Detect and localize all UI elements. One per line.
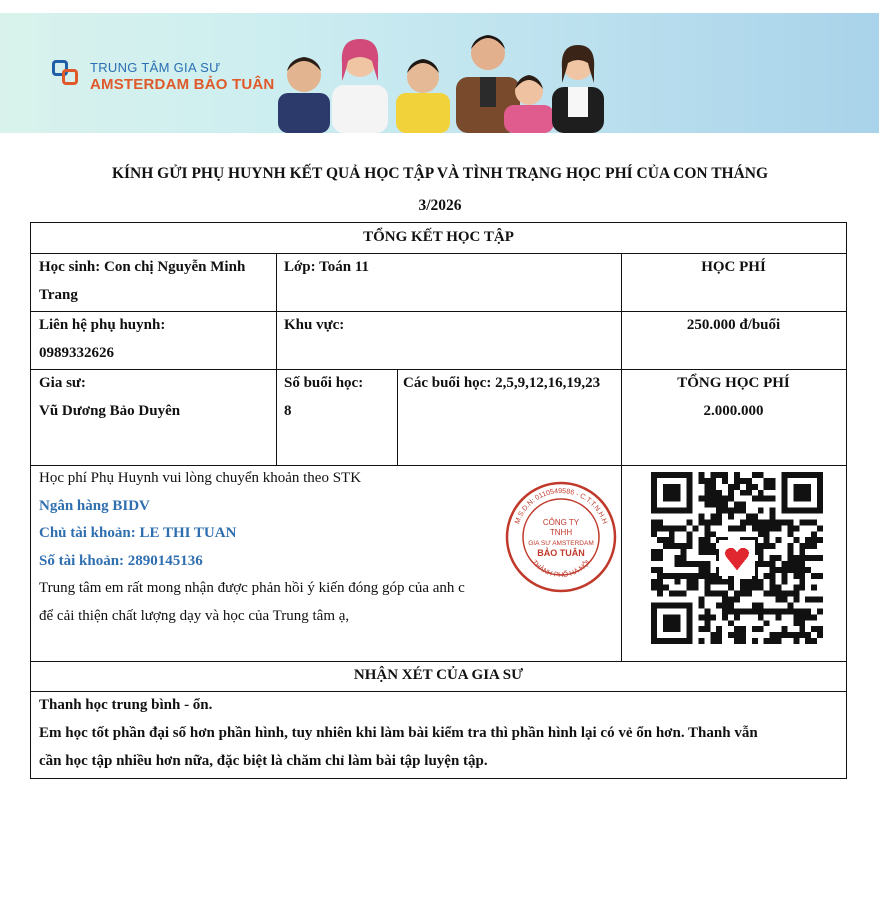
header-banner xyxy=(0,13,879,133)
total-fee-label: TỔNG HỌC PHÍ xyxy=(677,375,790,391)
stamp-inner-line1: CÔNG TY xyxy=(542,518,580,527)
stamp-inner-line2: TNHH xyxy=(549,528,573,537)
fee-per-session: 250.000 đ/buổi xyxy=(686,317,781,333)
company-stamp xyxy=(503,479,619,595)
parent-contact-cell xyxy=(39,311,271,367)
svg-text:THÀNH PHỐ HÀ NỘI xyxy=(530,559,591,579)
student-cell xyxy=(39,253,271,309)
stamp-ring-text: M.S.D.N: 0110549586 - C.T.T.N.H.H xyxy=(514,487,608,525)
fee-label: HỌC PHÍ xyxy=(701,259,766,275)
report-table xyxy=(30,222,847,779)
sessions-count: 8 xyxy=(284,403,292,419)
report-title-line1: KÍNH GỬI PHỤ HUYNH KẾT QUẢ HỌC TẬP VÀ TÌNH TRẠNG HỌC PHÍ CỦA CON THÁNG xyxy=(111,165,769,182)
summary-title: TỔNG KẾT HỌC TẬP xyxy=(363,229,514,245)
tutor-comment-body xyxy=(39,691,844,775)
student-line2: Trang xyxy=(39,287,78,303)
tutor-name: Vũ Dương Bảo Duyên xyxy=(39,403,181,419)
family-photo xyxy=(270,13,610,133)
total-fee-cell xyxy=(621,369,846,425)
bank-name: Ngân hàng BIDV xyxy=(39,497,150,514)
tutor-label: Gia sư: xyxy=(39,375,86,391)
report-title xyxy=(40,158,840,222)
tutor-comment-line1: Thanh học trung bình - ổn. xyxy=(39,697,213,713)
tutor-comment-title: NHẬN XÉT CỦA GIA SƯ xyxy=(353,667,524,683)
account-number: Số tài khoản: 2890145136 xyxy=(39,552,203,569)
total-fee-value: 2.000.000 xyxy=(703,403,764,419)
sessions-label: Số buổi học: xyxy=(284,375,364,391)
area-cell: Khu vực: xyxy=(284,317,345,333)
stamp-inner-line3: GIA SƯ AMSTERDAM xyxy=(528,540,594,547)
session-dates: Các buổi học: 2,5,9,12,16,19,23 xyxy=(403,375,601,391)
tutor-comment-line3: cần học tập nhiều hơn nữa, đặc biệt là chăm chỉ làm bài tập luyện tập. xyxy=(39,753,488,769)
center-logo-icon xyxy=(52,60,82,86)
parent-phone: 0989332626 xyxy=(39,345,114,361)
tutor-cell xyxy=(39,369,271,425)
account-holder: Chủ tài khoản: LE THI TUAN xyxy=(39,525,237,541)
brand-name-line2: AMSTERDAM BẢO TUÂN xyxy=(90,76,275,93)
report-title-line2: 3/2026 xyxy=(418,197,462,214)
feedback-line1: Trung tâm em rất mong nhận được phản hồi ý kiến đóng góp của anh c xyxy=(39,580,465,596)
brand-name-line1: TRUNG TÂM GIA SƯ xyxy=(90,60,221,75)
payment-qr-code xyxy=(651,471,823,645)
sessions-cell xyxy=(284,369,394,425)
payment-block xyxy=(39,465,509,630)
stamp-inner-line4: BẢO TUÂN xyxy=(537,548,585,558)
student-line1: Học sinh: Con chị Nguyễn Minh xyxy=(39,259,246,275)
feedback-line2: để cải thiện chất lượng dạy và học của Trung tâm ạ, xyxy=(39,607,350,624)
parent-contact-label: Liên hệ phụ huynh: xyxy=(39,317,166,333)
class-cell: Lớp: Toán 11 xyxy=(284,259,370,275)
stamp-bottom-text: THÀNH PHỐ HÀ NỘI xyxy=(530,559,592,580)
tutor-comment-line2: Em học tốt phần đại số hơn phần hình, tuy nhiên khi làm bài kiểm tra thì phần hình lại có vẻ ổn hơn. Thanh vẫn xyxy=(39,725,758,741)
payment-instruction: Học phí Phụ Huynh vui lòng chuyển khoản theo STK xyxy=(39,470,362,486)
